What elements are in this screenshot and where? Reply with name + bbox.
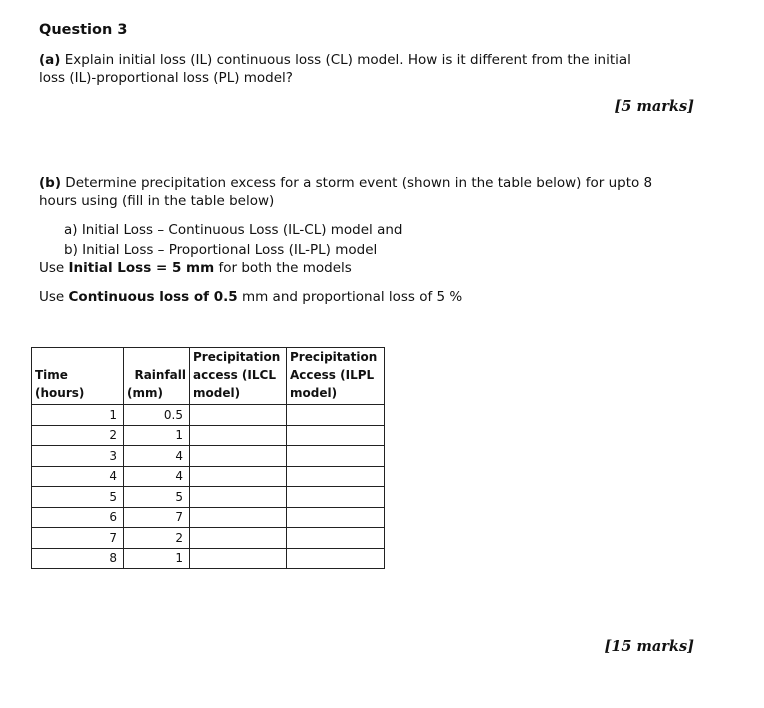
cell-ilpl[interactable] <box>287 487 385 508</box>
cell-time: 4 <box>32 466 124 487</box>
cell-ilpl[interactable] <box>287 405 385 426</box>
cell-ilpl[interactable] <box>287 425 385 446</box>
cell-ilcl[interactable] <box>190 507 287 528</box>
header-time-l1: Time <box>35 368 68 382</box>
table-row <box>32 548 385 569</box>
part-b-line2: hours using (fill in the table below) <box>39 193 275 209</box>
header-time-l2: (hours) <box>35 386 85 400</box>
use2-pre: Use <box>39 289 69 305</box>
header-ilcl-l2: access (ILCL <box>193 368 276 382</box>
table-row <box>32 507 385 528</box>
header-ilpl-l3: model) <box>290 386 338 400</box>
header-ilpl-l1: Precipitation <box>290 350 378 364</box>
cell-rain: 7 <box>124 507 190 528</box>
table-row <box>32 425 385 446</box>
cell-time: 3 <box>32 446 124 467</box>
cell-ilpl[interactable] <box>287 446 385 467</box>
table-header-row <box>32 348 385 405</box>
part-b-use-initial-loss <box>39 260 352 276</box>
use1-post: for both the models <box>214 260 352 276</box>
cell-time: 1 <box>32 405 124 426</box>
part-a-text1: Explain initial loss (IL) continuous loss (CL) model. How is it different from the initial <box>60 52 631 68</box>
header-rain-l1: Rainfall <box>134 368 186 382</box>
cell-time: 6 <box>32 507 124 528</box>
cell-ilpl[interactable] <box>287 548 385 569</box>
question-heading: Question 3 <box>39 22 128 38</box>
use2-post: mm and proportional loss of 5 % <box>237 289 463 305</box>
table-row <box>32 446 385 467</box>
header-ilpl <box>287 348 385 405</box>
part-b-sub-b: b) Initial Loss – Proportional Loss (IL-PL) model <box>64 242 378 258</box>
table-row <box>32 487 385 508</box>
cell-rain: 4 <box>124 446 190 467</box>
table-row <box>32 405 385 426</box>
cell-time: 5 <box>32 487 124 508</box>
cell-rain: 5 <box>124 487 190 508</box>
cell-time: 8 <box>32 548 124 569</box>
part-b-line1 <box>39 175 652 191</box>
header-rain-l2: (mm) <box>127 386 163 400</box>
cell-ilcl[interactable] <box>190 528 287 549</box>
part-a-line1 <box>39 52 631 68</box>
cell-rain: 4 <box>124 466 190 487</box>
table-body <box>32 405 385 569</box>
cell-ilpl[interactable] <box>287 466 385 487</box>
use1-pre: Use <box>39 260 69 276</box>
part-b-marks: [15 marks] <box>604 638 694 655</box>
cell-rain: 2 <box>124 528 190 549</box>
cell-ilcl[interactable] <box>190 405 287 426</box>
cell-ilcl[interactable] <box>190 425 287 446</box>
part-b-use-continuous-loss <box>39 289 462 305</box>
cell-ilcl[interactable] <box>190 466 287 487</box>
cell-ilcl[interactable] <box>190 548 287 569</box>
use1-bold: Initial Loss = 5 mm <box>68 260 215 276</box>
cell-rain: 1 <box>124 425 190 446</box>
table-row <box>32 466 385 487</box>
cell-time: 2 <box>32 425 124 446</box>
use2-bold: Continuous loss of 0.5 <box>68 289 238 305</box>
cell-ilcl[interactable] <box>190 446 287 467</box>
cell-time: 7 <box>32 528 124 549</box>
header-rainfall <box>124 348 190 405</box>
cell-ilpl[interactable] <box>287 507 385 528</box>
header-ilcl-l3: model) <box>193 386 241 400</box>
cell-rain: 0.5 <box>124 405 190 426</box>
rainfall-table <box>31 347 385 569</box>
part-a-label: (a) <box>39 52 61 68</box>
table-row <box>32 528 385 549</box>
header-time <box>32 348 124 405</box>
part-b-label: (b) <box>39 175 62 191</box>
part-a-marks: [5 marks] <box>614 98 694 115</box>
cell-rain: 1 <box>124 548 190 569</box>
cell-ilcl[interactable] <box>190 487 287 508</box>
header-ilcl <box>190 348 287 405</box>
header-ilpl-l2: Access (ILPL <box>290 368 375 382</box>
part-b-sub-a: a) Initial Loss – Continuous Loss (IL-CL) model and <box>64 222 403 238</box>
part-a-line2: loss (IL)-proportional loss (PL) model? <box>39 70 293 86</box>
part-b-text1: Determine precipitation excess for a storm event (shown in the table below) for upto 8 <box>61 175 653 191</box>
header-ilcl-l1: Precipitation <box>193 350 281 364</box>
cell-ilpl[interactable] <box>287 528 385 549</box>
